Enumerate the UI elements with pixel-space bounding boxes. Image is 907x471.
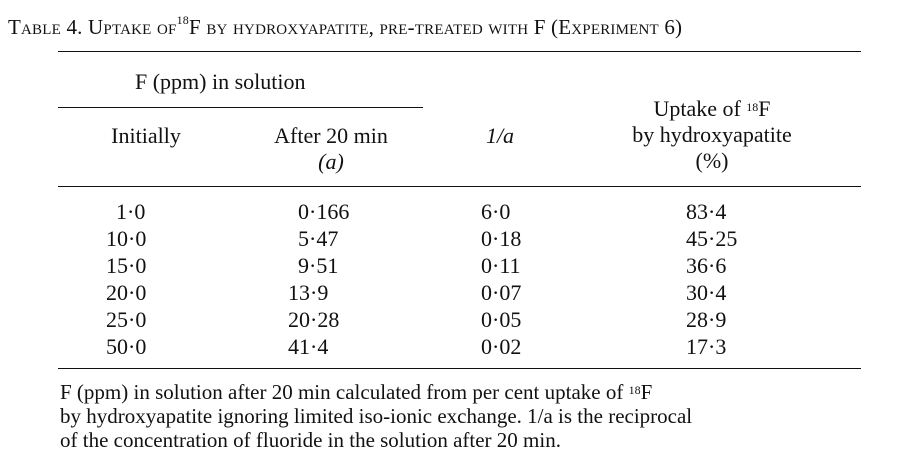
cell-uptake: 83·4 [686, 199, 727, 224]
cell-reciprocal: 0·02 [481, 334, 522, 359]
caption-isotope-mass: 18 [176, 13, 189, 27]
cell-after: 0·166 [298, 199, 350, 224]
header-uptake-line3: (%) [695, 148, 729, 173]
footnote-isotope-mass: 18 [628, 383, 641, 397]
footnote-line1 [60, 380, 860, 404]
header-uptake-mass: 18 [746, 100, 759, 114]
cell-initially: 25·0 [106, 307, 147, 332]
cell-uptake: 30·4 [686, 280, 727, 305]
bottom-rule [58, 368, 861, 369]
header-uptake-suffix: F [758, 96, 771, 121]
cell-reciprocal: 0·11 [481, 253, 521, 278]
table-footnote [60, 380, 860, 452]
cell-after: 20·28 [288, 307, 340, 332]
cell-initially: 20·0 [106, 280, 147, 305]
cell-uptake: 17·3 [686, 334, 727, 359]
caption-title-part1: Uptake of [88, 15, 177, 39]
header-initially: Initially [111, 123, 181, 148]
caption-title-part2: F by hydroxyapatite, pre-treated with [188, 15, 529, 39]
cell-reciprocal: 0·05 [481, 307, 522, 332]
table-label: Table 4. [8, 15, 83, 39]
header-group-label: F (ppm) in solution [135, 69, 306, 94]
header-uptake-line2: by hydroxyapatite [632, 122, 792, 147]
cell-uptake: 45·25 [686, 226, 738, 251]
cell-initially: 10·0 [106, 226, 147, 251]
header-rule [58, 186, 861, 187]
cell-reciprocal: 0·07 [481, 280, 522, 305]
cell-reciprocal: 0·18 [481, 226, 522, 251]
table-caption [8, 15, 682, 40]
cell-uptake: 28·9 [686, 307, 727, 332]
header-after-20: After 20 min [274, 123, 388, 148]
group-rule [58, 107, 423, 108]
header-after-20-symbol: (a) [318, 149, 344, 174]
caption-title-part3: F [533, 15, 546, 39]
cell-after: 41·4 [288, 334, 329, 359]
footnote-line1-suffix: F [640, 380, 653, 404]
cell-initially: 1·0 [116, 199, 146, 224]
cell-after: 13·9 [288, 280, 329, 305]
cell-reciprocal: 6·0 [481, 199, 511, 224]
header-uptake [632, 96, 791, 174]
cell-initially: 50·0 [106, 334, 147, 359]
cell-after: 9·51 [298, 253, 339, 278]
caption-title-part4: (Experiment 6) [551, 15, 683, 39]
footnote-line2: by hydroxyapatite ignoring limited iso-ionic exchange. 1/a is the reciprocal [60, 404, 693, 428]
footnote-line1-prefix: F (ppm) in solution after 20 min calculated from per cent uptake of [60, 380, 624, 404]
cell-uptake: 36·6 [686, 253, 727, 278]
header-uptake-line1 [632, 96, 791, 122]
header-uptake-prefix: Uptake of [653, 96, 741, 121]
cell-after: 5·47 [298, 226, 339, 251]
cell-initially: 15·0 [106, 253, 147, 278]
top-rule [58, 51, 861, 52]
footnote-line3: of the concentration of fluoride in the solution after 20 min. [60, 428, 561, 452]
header-reciprocal: 1/a [485, 123, 515, 148]
